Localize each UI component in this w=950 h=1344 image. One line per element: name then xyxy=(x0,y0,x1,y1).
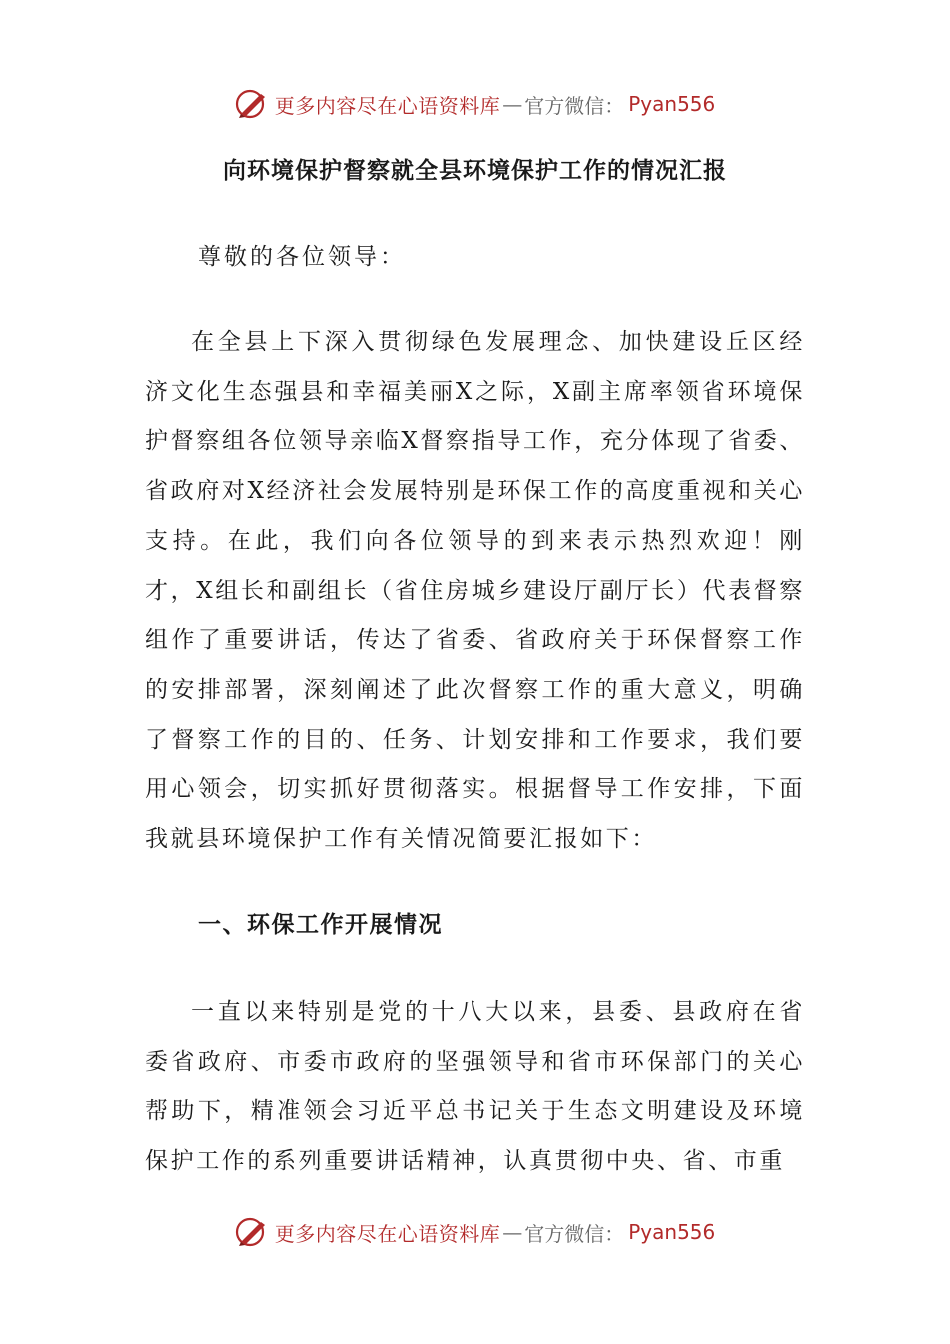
banner-wechat-id: Pyan556 xyxy=(628,1220,716,1244)
body-paragraph-1: 在全县上下深入贯彻绿色发展理念、加快建设丘区经济文化生态强县和幸福美丽X之际，X副主席率领省环境保护督察组各位领导亲临X督察指导工作，充分体现了省委、省政府对X经济社会发展特别是环保工作的高度重视和关心支持。在此，我们向各位领导的到来表示热烈欢迎！刚才，X组长和副组长（省住房城乡建设厅副厅长）代表督察组作了重要讲话，传达了省委、省政府关于环保督察工作的安排部署，深刻阐述了此次督察工作的重大意义，明确了督察工作的目的、任务、计划安排和工作要求，我们要用心领会，切实抓好贯彻落实。根据督导工作安排，下面我就县环境保护工作有关情况简要汇报如下： xyxy=(145,329,805,853)
section-heading-1: 一、环保工作开展情况 xyxy=(198,911,443,938)
banner-wechat-id: Pyan556 xyxy=(628,92,716,116)
footer-watermark-banner xyxy=(0,1212,950,1252)
banner-text: 更多内容尽在心语资料库 xyxy=(274,93,501,118)
banner-wechat-label: 官方微信： xyxy=(524,1221,625,1246)
document-title: 向环境保护督察就全县环境保护工作的情况汇报 xyxy=(223,157,727,184)
header-watermark-banner xyxy=(0,84,950,124)
banner-separator: — xyxy=(502,1220,523,1244)
salutation: 尊敬的各位领导： xyxy=(198,244,406,270)
banner-separator: — xyxy=(502,92,523,116)
pen-logo-icon xyxy=(235,1215,269,1249)
banner-text: 更多内容尽在心语资料库 xyxy=(274,1221,501,1246)
body-paragraph-2: 一直以来特别是党的十八大以来，县委、县政府在省委省政府、市委市政府的坚强领导和省市环保部门的关心帮助下，精准领会习近平总书记关于生态文明建设及环境保护工作的系列重要讲话精神，认真贯彻中央、省、市重 xyxy=(145,999,805,1175)
pen-logo-icon xyxy=(235,87,269,121)
banner-wechat-label: 官方微信： xyxy=(524,93,625,118)
